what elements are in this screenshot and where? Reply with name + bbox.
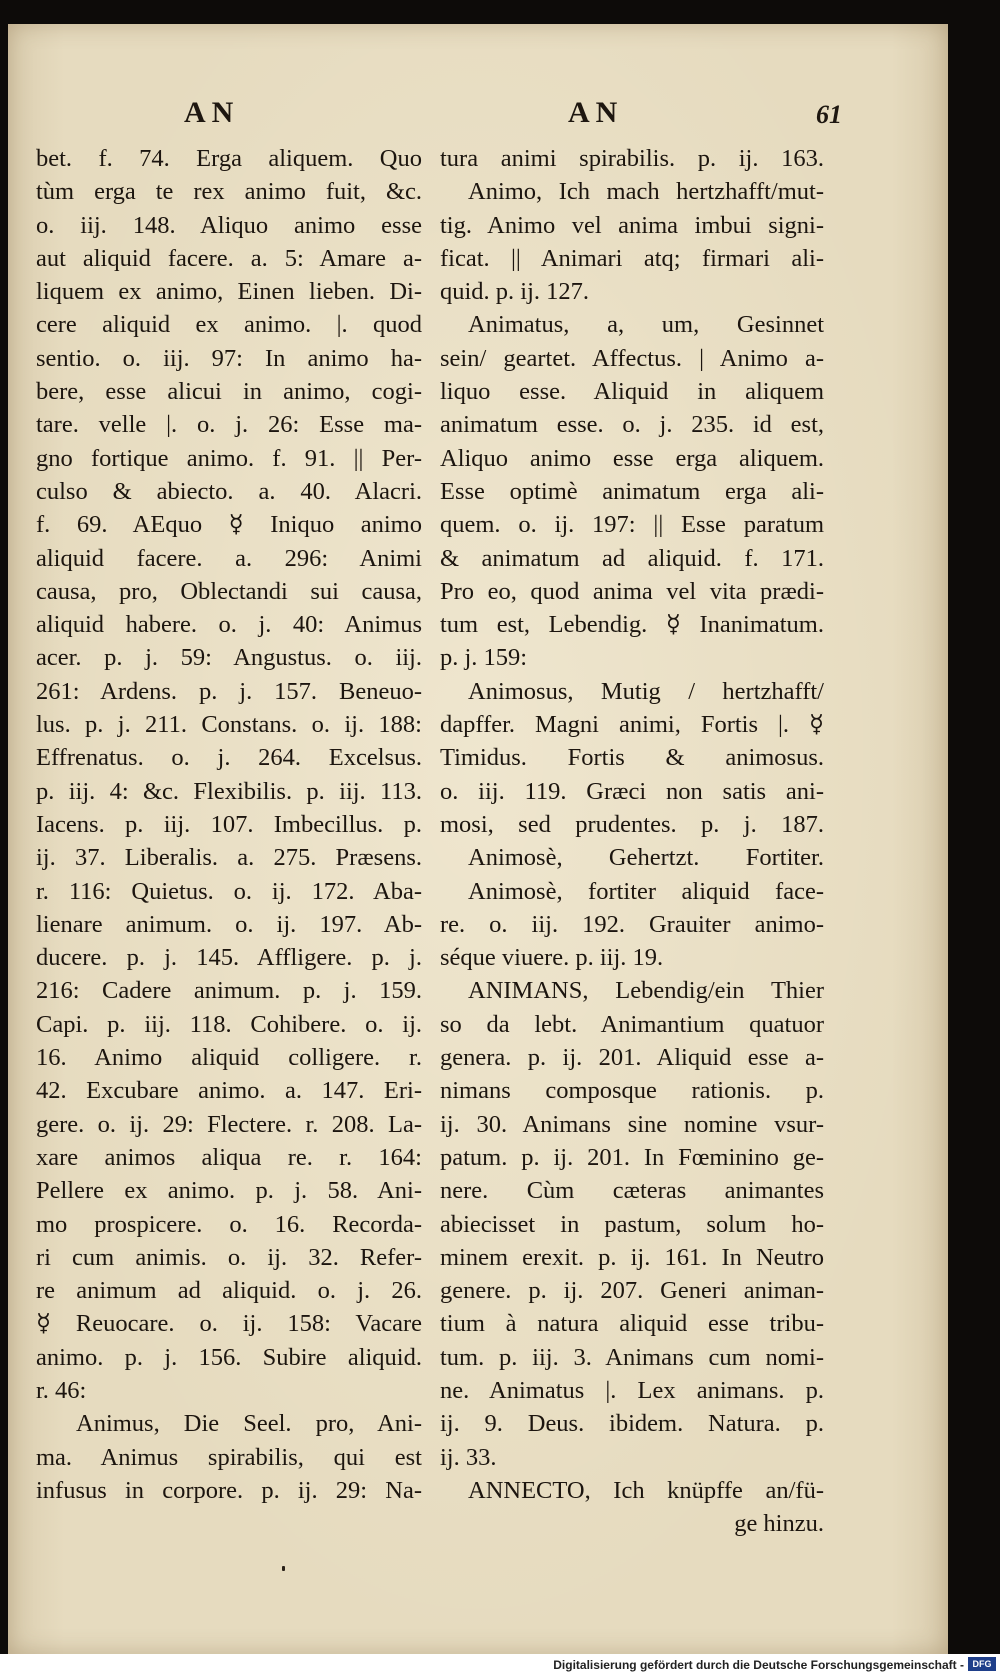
text-line: Timidus. Fortis & animosus.	[440, 744, 824, 772]
running-header	[8, 96, 948, 136]
right-text-column	[440, 142, 824, 1540]
text-line: ij. 30. Animans sine nomine vsur-	[440, 1110, 824, 1138]
text-line: Animosus, Mutig / hertzhafft/	[468, 677, 824, 705]
text-line: cere aliquid ex animo. |. quod	[36, 311, 422, 339]
text-line: aliquid facere. a. 296: Animi	[36, 544, 422, 572]
text-line: quid. p. ij. 127.	[440, 278, 590, 306]
text-line: Animatus, a, um, Gesinnet	[468, 311, 824, 339]
text-line: tare. velle |. o. j. 26: Esse ma-	[36, 411, 422, 439]
text-line: Pro eo, quod anima vel vita prædi-	[440, 577, 824, 605]
text-line: ne. Animatus |. Lex animans. p.	[440, 1376, 824, 1404]
text-line: animatum esse. o. j. 235. id est,	[440, 411, 824, 439]
left-text-column	[36, 142, 422, 1507]
text-line: 261: Ardens. p. j. 157. Beneuo-	[36, 677, 422, 705]
text-line: séque viuere. p. iij. 19.	[440, 944, 664, 972]
text-line: re. o. iij. 192. Grauiter animo-	[440, 910, 824, 938]
funding-credit: Digitalisierung gefördert durch die Deutsche Forschungsgemeinschaft -	[553, 1658, 964, 1672]
text-line: p. j. 159:	[440, 644, 528, 672]
text-line: so da lebt. Animantium quatuor	[440, 1010, 824, 1038]
text-line: Animosè, Gehertzt. Fortiter.	[468, 844, 824, 872]
text-line: infusus in corpore. p. ij. 29: Na-	[36, 1476, 422, 1504]
text-line: Esse optimè animatum erga ali-	[440, 477, 824, 505]
text-line: tùm erga te rex animo fuit, &c.	[36, 178, 422, 206]
text-line: Iacens. p. iij. 107. Imbecillus. p.	[36, 810, 422, 838]
text-line: tium à natura aliquid esse tribu-	[440, 1310, 824, 1338]
text-line: tum. p. iij. 3. Animans cum nomi-	[440, 1343, 824, 1371]
text-line: p. iij. 4: &c. Flexibilis. p. iij. 113.	[36, 777, 422, 805]
text-line: sein/ geartet. Affectus. | Animo a-	[440, 344, 824, 372]
text-line: ma. Animus spirabilis, qui est	[36, 1443, 422, 1471]
text-line: Capi. p. iij. 118. Cohibere. o. ij.	[36, 1010, 422, 1038]
text-line: & animatum ad aliquid. f. 171.	[440, 544, 824, 572]
text-line: Aliquo animo esse erga aliquem.	[440, 444, 824, 472]
text-line: 42. Excubare animo. a. 147. Eri-	[36, 1077, 422, 1105]
text-line: causa, pro, Oblectandi sui causa,	[36, 577, 422, 605]
page-number: 61	[816, 100, 842, 129]
text-line: Animo, Ich mach hertzhafft/mut-	[468, 178, 824, 206]
text-line: nimans composque rationis. p.	[440, 1077, 824, 1105]
text-line: Animus, Die Seel. pro, Ani-	[76, 1410, 422, 1438]
header-right-catchword: AN	[568, 96, 624, 129]
text-line: 216: Cadere animum. p. j. 159.	[36, 977, 422, 1005]
text-line: ij. 33.	[440, 1443, 497, 1471]
text-line: quem. o. ij. 197: || Esse paratum	[440, 511, 824, 539]
text-line: lienare animum. o. ij. 197. Ab-	[36, 910, 422, 938]
text-line: ij. 37. Liberalis. a. 275. Præsens.	[36, 844, 422, 872]
header-left-catchword: AN	[184, 96, 240, 129]
text-line: Effrenatus. o. j. 264. Excelsus.	[36, 744, 422, 772]
text-line: r. 116: Quietus. o. ij. 172. Aba-	[36, 877, 422, 905]
text-line: ANNECTO, Ich knüpffe an/fü-	[468, 1476, 824, 1504]
ink-speck	[282, 1566, 285, 1571]
text-line: ☿ Reuocare. o. ij. 158: Vacare	[36, 1310, 422, 1338]
text-line: dapffer. Magni animi, Fortis |. ☿	[440, 711, 824, 739]
text-line: aut aliquid facere. a. 5: Amare a-	[36, 244, 422, 272]
text-line: mo prospicere. o. 16. Recorda-	[36, 1210, 422, 1238]
text-line: o. iij. 119. Græci non satis ani-	[440, 777, 824, 805]
text-line: genera. p. ij. 201. Aliquid esse a-	[440, 1044, 824, 1072]
text-line: mosi, sed prudentes. p. j. 187.	[440, 810, 824, 838]
text-line: r. 46:	[36, 1376, 87, 1404]
text-line: re animum ad aliquid. o. j. 26.	[36, 1277, 422, 1305]
text-line: ge hinzu.	[734, 1510, 824, 1538]
text-line: bere, esse alicui in animo, cogi-	[36, 378, 422, 406]
text-line: xare animos aliqua re. r. 164:	[36, 1143, 422, 1171]
text-line: sentio. o. iij. 97: In animo ha-	[36, 344, 422, 372]
text-line: genere. p. ij. 207. Generi animan-	[440, 1277, 824, 1305]
text-line: gere. o. ij. 29: Flectere. r. 208. La-	[36, 1110, 422, 1138]
book-page	[8, 24, 948, 1654]
text-line: bet. f. 74. Erga aliquem. Quo	[36, 145, 422, 172]
text-line: ducere. p. j. 145. Affligere. p. j.	[36, 944, 422, 972]
text-line: acer. p. j. 59: Angustus. o. iij.	[36, 644, 422, 672]
text-line: ij. 9. Deus. ibidem. Natura. p.	[440, 1410, 824, 1438]
text-line: aliquid habere. o. j. 40: Animus	[36, 611, 422, 639]
text-line: gno fortique animo. f. 91. || Per-	[36, 444, 422, 472]
text-line: nere. Cùm cæteras animantes	[440, 1177, 824, 1205]
text-line: ANIMANS, Lebendig/ein Thier	[468, 977, 824, 1005]
text-line: Pellere ex animo. p. j. 58. Ani-	[36, 1177, 422, 1205]
digitization-footer	[0, 1654, 1000, 1676]
text-line: tum est, Lebendig. ☿ Inanimatum.	[440, 611, 824, 639]
text-line: ficat. || Animari atq; firmari ali-	[440, 244, 824, 272]
text-line: minem erexit. p. ij. 161. In Neutro	[440, 1243, 824, 1271]
text-line: ri cum animis. o. ij. 32. Refer-	[36, 1243, 422, 1271]
text-line: tura animi spirabilis. p. ij. 163.	[440, 145, 824, 172]
text-line: Animosè, fortiter aliquid face-	[468, 877, 824, 905]
text-line: liquo esse. Aliquid in aliquem	[440, 378, 824, 406]
text-line: f. 69. AEquo ☿ Iniquo animo	[36, 511, 422, 539]
text-line: culso & abiecto. a. 40. Alacri.	[36, 477, 422, 505]
dfg-logo: DFG	[968, 1657, 996, 1671]
text-line: liquem ex animo, Einen lieben. Di-	[36, 278, 422, 306]
text-line: lus. p. j. 211. Constans. o. ij. 188:	[36, 711, 422, 739]
text-line: 16. Animo aliquid colligere. r.	[36, 1044, 422, 1072]
text-line: tig. Animo vel anima imbui signi-	[440, 211, 824, 239]
text-line: animo. p. j. 156. Subire aliquid.	[36, 1343, 422, 1371]
text-line: o. iij. 148. Aliquo animo esse	[36, 211, 422, 239]
text-line: abiecisset in pastum, solum ho-	[440, 1210, 824, 1238]
text-line: patum. p. ij. 201. In Fœminino ge-	[440, 1143, 824, 1171]
